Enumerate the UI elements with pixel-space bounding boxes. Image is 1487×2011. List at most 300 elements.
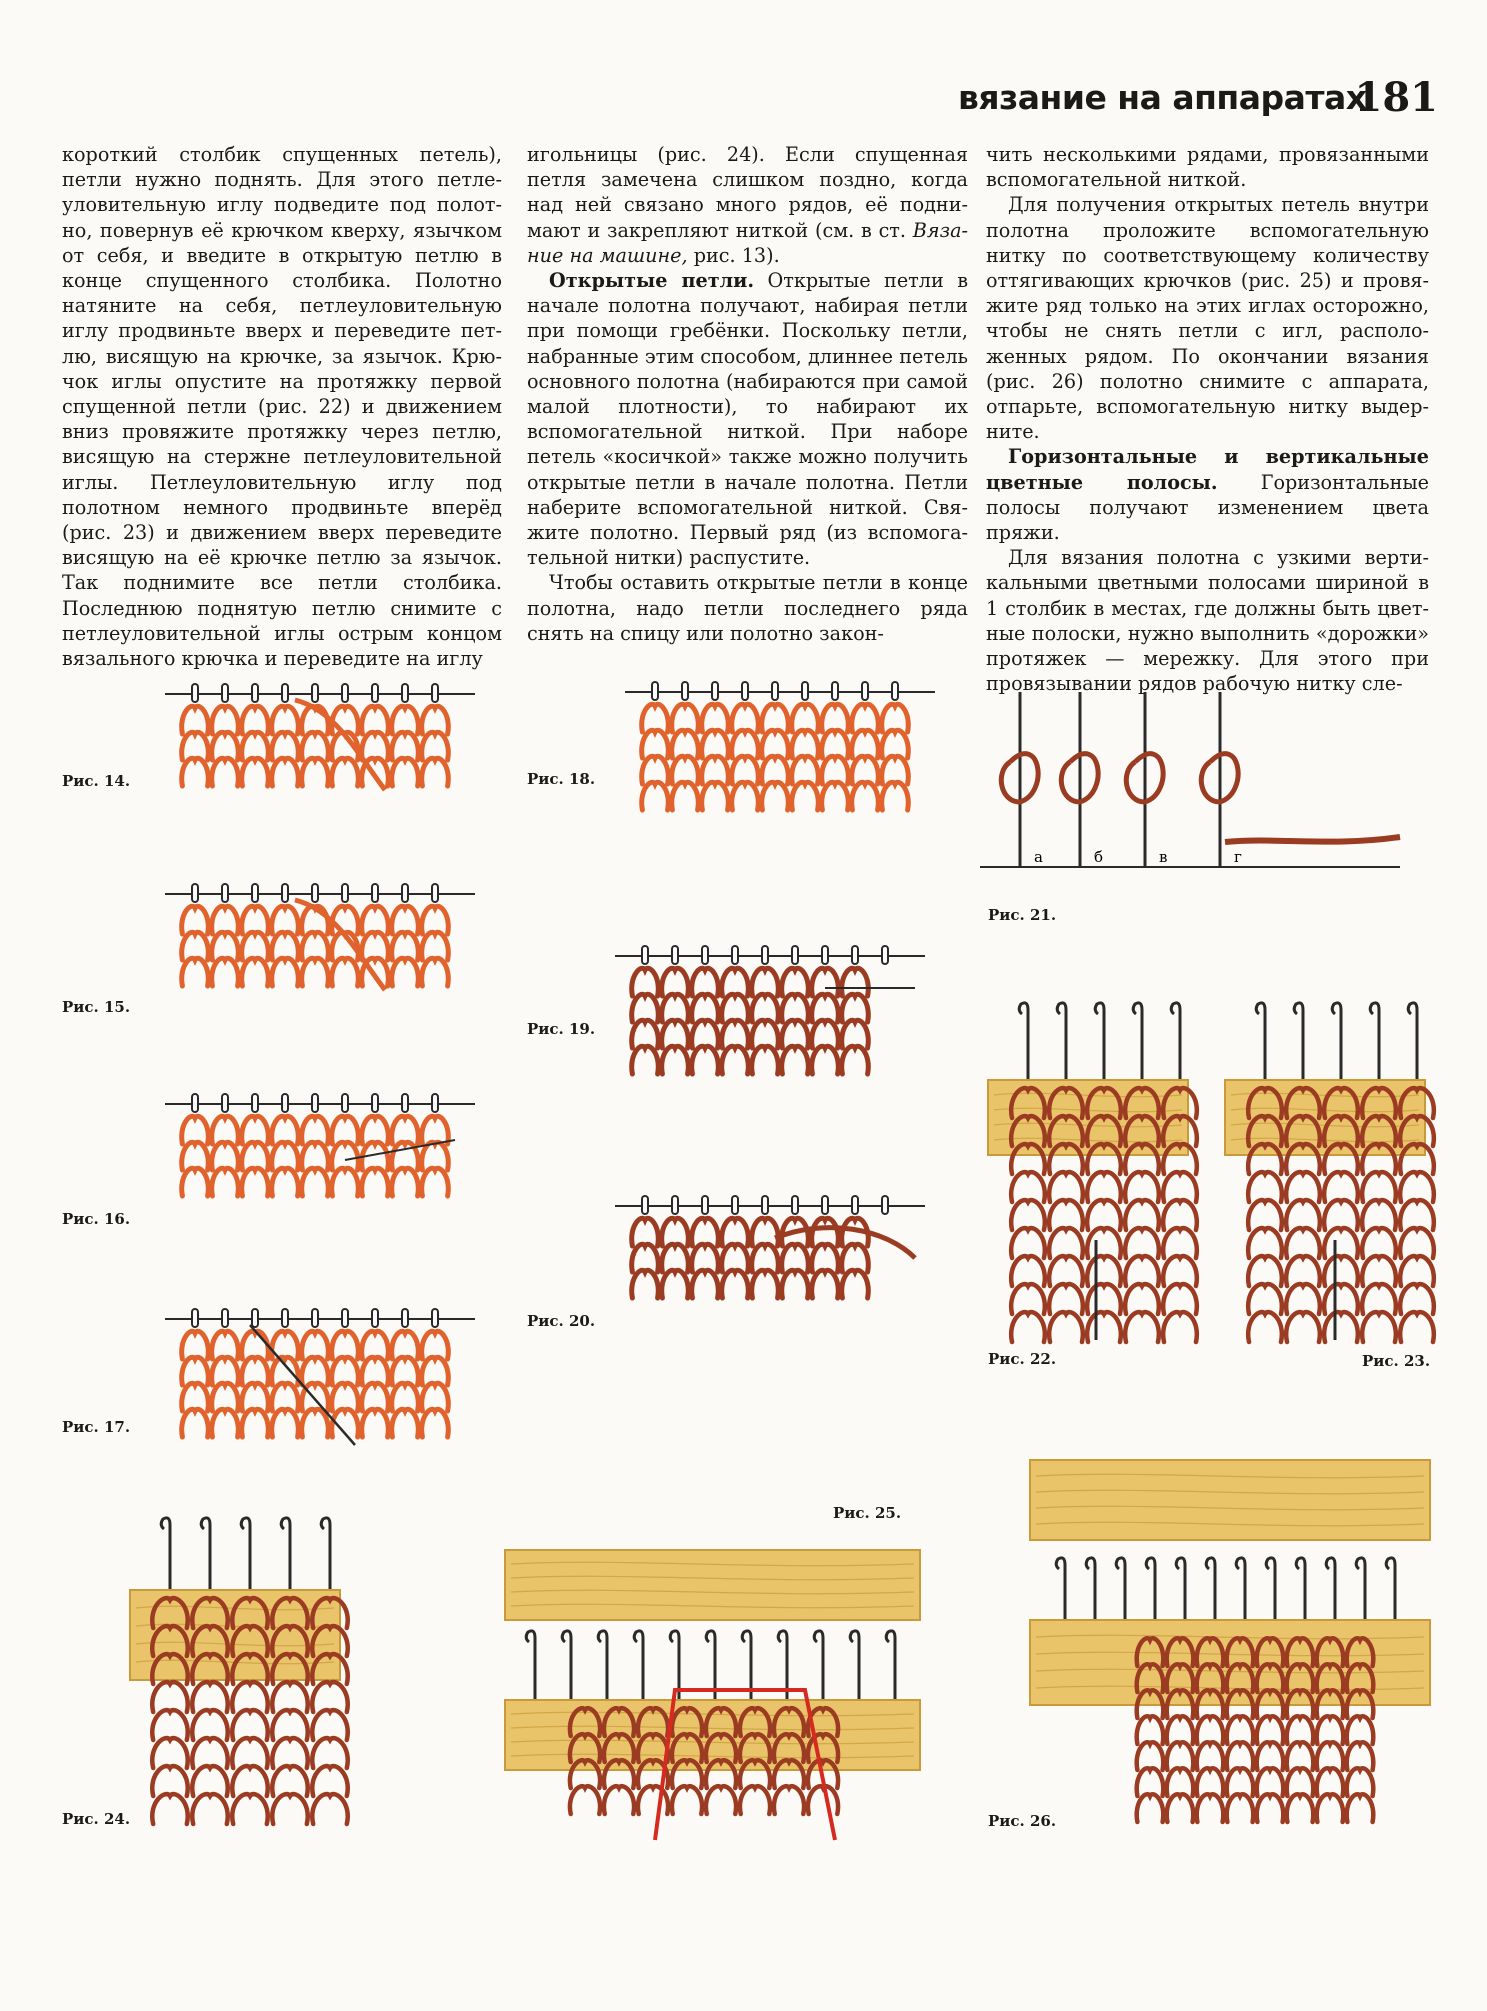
figure-26-illustration	[1030, 1460, 1440, 1850]
knit-loop	[1197, 1768, 1224, 1796]
text-run: Открытые петли в начале полотна получают, набирая петли при помощи гребёнки. Поскольку петли, набранные этим способом, длиннее петель основного полотна (набираются при самой малой плотности), то набирают их вспомогательной ниткой. При наборе петель «косичкой» также можно получить открытые петли в начале полотна. Петли наберите вспомогательной ниткой. Свяжите полотно. Первый ряд (из вспомогательной нитки) распустите.	[527, 269, 969, 570]
figure-15-caption: Рис. 15.	[62, 998, 131, 1016]
needle-latch	[762, 946, 768, 964]
figure-21-illustration	[980, 672, 1425, 892]
knit-loop	[1400, 1312, 1434, 1342]
knit-loop	[272, 1383, 299, 1411]
needle-latch	[712, 682, 718, 700]
needle-hook	[850, 1631, 859, 1703]
knit-loop	[1347, 1768, 1374, 1796]
knit-loop	[312, 1738, 347, 1768]
knit-loop	[362, 1383, 389, 1411]
knit-loop	[1347, 1716, 1374, 1744]
knit-loop	[852, 782, 879, 810]
needle-latch	[822, 946, 828, 964]
needle-latch	[732, 1196, 738, 1214]
needle-latch	[742, 682, 748, 700]
knit-loop	[722, 1244, 749, 1272]
knit-loop	[422, 758, 449, 786]
section-heading: Открытые петли.	[549, 269, 755, 293]
knit-loop	[272, 732, 299, 760]
knit-loop	[1011, 1172, 1045, 1202]
knit-loop	[570, 1786, 600, 1814]
needle-latch	[222, 1309, 228, 1327]
needle-hook	[562, 1631, 571, 1703]
knit-loop	[812, 968, 839, 996]
knit-loop	[212, 732, 239, 760]
knit-loop	[702, 704, 729, 732]
knit-loop	[642, 756, 669, 784]
knit-loop	[632, 994, 659, 1022]
needle-latch	[402, 1094, 408, 1112]
needle-latch	[792, 946, 798, 964]
knit-loop	[702, 730, 729, 758]
knit-loop	[1347, 1742, 1374, 1770]
knit-loop	[822, 782, 849, 810]
knit-loop	[242, 958, 269, 986]
knit-loop	[1362, 1200, 1396, 1230]
knit-loop	[692, 1218, 719, 1246]
knit-loop	[752, 968, 779, 996]
knit-loop	[152, 1682, 187, 1712]
knit-loop	[782, 1020, 809, 1048]
needle-hook	[241, 1518, 250, 1595]
knit-loop	[242, 906, 269, 934]
knit-loop	[392, 1168, 419, 1196]
text-run: игольницы (рис. 24). Если спущенная петля замечена слишком поздно, когда над ней связано много рядов, её поднимают и закрепляют ниткой (см. в ст.	[527, 143, 968, 242]
knit-loop	[852, 730, 879, 758]
needle-latch	[882, 1196, 888, 1214]
knit-loop	[312, 1794, 347, 1824]
figure-25-caption: Рис. 25.	[833, 1504, 902, 1522]
knit-loop	[192, 1766, 227, 1796]
knit-loop	[632, 1046, 659, 1074]
needle-latch	[642, 1196, 648, 1214]
knit-loop	[1049, 1312, 1083, 1342]
knit-loop	[1287, 1794, 1314, 1822]
needle-hook	[1408, 1003, 1417, 1080]
knit-loop	[732, 756, 759, 784]
needle-hook	[1294, 1003, 1303, 1080]
knit-loop	[1324, 1200, 1358, 1230]
needle-latch	[852, 946, 858, 964]
knit-loop	[1087, 1144, 1121, 1174]
knit-loop	[422, 732, 449, 760]
needle-latch	[882, 946, 888, 964]
knit-loop	[242, 732, 269, 760]
text-column-2	[527, 142, 968, 646]
knit-loop	[632, 1244, 659, 1272]
knit-loop	[232, 1682, 267, 1712]
knit-loop	[672, 704, 699, 732]
knit-loop	[1137, 1742, 1164, 1770]
knit-loop	[232, 1738, 267, 1768]
loose-thread	[295, 900, 385, 990]
knit-loop	[1317, 1742, 1344, 1770]
knit-loop	[1324, 1172, 1358, 1202]
knit-loop	[822, 756, 849, 784]
needle-hook	[886, 1631, 895, 1703]
knit-loop	[852, 756, 879, 784]
knit-loop	[302, 1116, 329, 1144]
knit-loop	[1167, 1768, 1194, 1796]
needle-latch	[192, 1094, 198, 1112]
knit-loop	[1163, 1200, 1197, 1230]
figure-22-caption: Рис. 22.	[988, 1350, 1057, 1368]
knit-loop	[752, 1244, 779, 1272]
knit-loop	[1248, 1172, 1282, 1202]
needle-hook	[321, 1518, 330, 1595]
knit-loop	[152, 1710, 187, 1740]
knit-loop	[1163, 1228, 1197, 1258]
knit-loop	[182, 1168, 209, 1196]
figure-19-illustration	[625, 948, 945, 1078]
knit-loop	[642, 782, 669, 810]
needle-hook	[1019, 1003, 1028, 1080]
needle-latch	[342, 1309, 348, 1327]
knit-loop	[362, 706, 389, 734]
needle-latch	[402, 1309, 408, 1327]
knit-loop	[422, 1357, 449, 1385]
needle-latch	[852, 1196, 858, 1214]
knit-loop	[1324, 1312, 1358, 1342]
knit-loop	[212, 1383, 239, 1411]
knit-loop	[362, 1168, 389, 1196]
needle-hook	[1370, 1003, 1379, 1080]
knit-loop	[662, 1218, 689, 1246]
knit-loop	[732, 730, 759, 758]
needle-latch	[372, 884, 378, 902]
knit-loop	[752, 1270, 779, 1298]
knit-loop	[672, 756, 699, 784]
knit-loop	[1362, 1144, 1396, 1174]
knit-loop	[774, 1786, 804, 1814]
knit-loop	[1049, 1200, 1083, 1230]
knit-loop	[242, 932, 269, 960]
knit-loop	[242, 1383, 269, 1411]
knit-loop	[672, 1760, 702, 1788]
knit-loop	[182, 1383, 209, 1411]
knit-loop	[1400, 1172, 1434, 1202]
needle-hook	[1171, 1003, 1180, 1080]
knit-loop	[422, 1383, 449, 1411]
knit-loop	[882, 704, 909, 732]
knit-loop	[706, 1786, 736, 1814]
knit-loop	[1317, 1716, 1344, 1744]
knit-loop	[662, 1244, 689, 1272]
knit-loop	[1248, 1284, 1282, 1314]
knit-loop	[1087, 1172, 1121, 1202]
needle-latch	[732, 946, 738, 964]
knit-loop	[182, 732, 209, 760]
knit-loop	[1248, 1144, 1282, 1174]
knit-loop	[692, 994, 719, 1022]
knit-loop	[1362, 1312, 1396, 1342]
needle-latch	[312, 884, 318, 902]
text-run: Горизонтальные полосы получают изменением цвета пряжи.	[986, 470, 1429, 545]
figure-23-illustration	[1225, 1000, 1440, 1350]
knit-loop	[792, 756, 819, 784]
knit-loop	[722, 1218, 749, 1246]
needle-latch	[652, 682, 658, 700]
knit-loop	[362, 932, 389, 960]
knit-loop	[812, 1020, 839, 1048]
knit-loop	[1167, 1716, 1194, 1744]
knit-loop	[1324, 1284, 1358, 1314]
needle-latch	[192, 684, 198, 702]
knit-loop	[1137, 1716, 1164, 1744]
paragraph: короткий столбик спущенных петель), петли нужно поднять. Для этого петлеуловительную иглу подведите под полотно, повернув её крючком кверху, язычком от себя, и введите в открытую петлю в конце спущенного столбика. Полотно натяните на себя, петлеуловительную иглу продвиньте вверх и переведите петлю, висящую на крючке, за язычок. Крючок иглы опустите на протяжку первой спущенной петли (рис. 22) и движением вниз провяжите протяжку через петлю, висящую на стержне петлеуловительной иглы. Петлеуловительную иглу под полотном немного продвиньте вперёд (рис. 23) и движением вверх переведите висящую на её крючке петлю за язычок. Так поднимите все петли столбика. Последнюю поднятую петлю снимите с петлеуловительной иглы острым концом вязального крючка и переведите на иглу	[62, 143, 502, 671]
needle-latch	[222, 1094, 228, 1112]
needle-latch	[222, 884, 228, 902]
knit-loop	[752, 1218, 779, 1246]
knit-loop	[212, 758, 239, 786]
figure-20-caption: Рис. 20.	[527, 1312, 596, 1330]
needle-latch	[702, 1196, 708, 1214]
knit-loop	[642, 704, 669, 732]
knit-loop	[1049, 1144, 1083, 1174]
knit-loop	[752, 994, 779, 1022]
knit-loop	[392, 1383, 419, 1411]
knit-loop	[792, 730, 819, 758]
knit-loop	[272, 758, 299, 786]
knit-loop	[272, 1682, 307, 1712]
knit-loop	[822, 704, 849, 732]
knit-loop	[1163, 1144, 1197, 1174]
knit-loop	[272, 958, 299, 986]
knit-loop	[782, 1244, 809, 1272]
knit-loop	[1286, 1144, 1320, 1174]
knit-loop	[632, 968, 659, 996]
knit-loop	[272, 1766, 307, 1796]
figure-24-caption: Рис. 24.	[62, 1810, 131, 1828]
knit-loop	[1011, 1256, 1045, 1286]
knit-loop	[702, 782, 729, 810]
knit-loop	[242, 758, 269, 786]
figure-22-illustration	[988, 1000, 1203, 1350]
knit-loop	[722, 968, 749, 996]
knit-loop	[1125, 1256, 1159, 1286]
knit-loop	[692, 1020, 719, 1048]
knit-loop	[762, 782, 789, 810]
figure-19-caption: Рис. 19.	[527, 1020, 596, 1038]
needle-latch	[672, 946, 678, 964]
knit-loop	[1137, 1794, 1164, 1822]
knit-loop	[692, 1270, 719, 1298]
knit-loop	[1125, 1312, 1159, 1342]
knit-loop	[1362, 1172, 1396, 1202]
knit-loop	[842, 994, 869, 1022]
knit-loop	[732, 782, 759, 810]
knit-loop	[332, 1168, 359, 1196]
step-letter: а	[1034, 848, 1043, 866]
knit-loop	[212, 958, 239, 986]
knit-loop	[1167, 1794, 1194, 1822]
knit-loop	[332, 1357, 359, 1385]
knit-loop	[302, 758, 329, 786]
needle-hook	[1332, 1003, 1341, 1080]
knit-loop	[1087, 1284, 1121, 1314]
needle-latch	[682, 682, 688, 700]
knit-loop	[392, 1331, 419, 1359]
knit-loop	[672, 1786, 702, 1814]
knit-loop	[192, 1794, 227, 1824]
knit-loop	[272, 906, 299, 934]
needle-latch	[342, 1094, 348, 1112]
knit-loop	[182, 906, 209, 934]
knit-loop	[662, 1020, 689, 1048]
knit-loop	[1248, 1312, 1282, 1342]
knit-loop	[1049, 1228, 1083, 1258]
knit-loop	[182, 1409, 209, 1437]
needle-latch	[432, 1309, 438, 1327]
knit-loop	[1248, 1200, 1282, 1230]
knit-loop	[232, 1794, 267, 1824]
figure-16-caption: Рис. 16.	[62, 1210, 131, 1228]
paragraph: чить несколькими рядами, провязанными вспомогательной ниткой.	[986, 143, 1429, 192]
knit-loop	[332, 1331, 359, 1359]
knit-loop	[1324, 1144, 1358, 1174]
section-heading: Горизонтальные и вертикальные цветные полосы.	[986, 445, 1429, 494]
figure-17-illustration	[165, 1305, 485, 1455]
needle-latch	[862, 682, 868, 700]
knit-loop	[842, 968, 869, 996]
knit-loop	[212, 1168, 239, 1196]
knit-loop	[1137, 1768, 1164, 1796]
knit-loop	[182, 758, 209, 786]
needle-latch	[702, 946, 708, 964]
knit-loop	[782, 1270, 809, 1298]
knit-loop	[212, 1116, 239, 1144]
knit-loop	[882, 756, 909, 784]
knit-loop	[1347, 1794, 1374, 1822]
paragraph: Для вязания полотна с узкими вертикальными цветными полосами шириной в 1 столбик в местах, где должны быть цветные полоски, нужно выполнить «дорожки» протяжек — мережку. Для этого при провязывании рядов рабочую нитку сле-	[986, 546, 1429, 696]
figure-23-caption: Рис. 23.	[1362, 1352, 1431, 1370]
needle-hook	[1095, 1003, 1104, 1080]
needle-hook	[814, 1631, 823, 1703]
knit-loop	[302, 1142, 329, 1170]
knit-loop	[332, 1116, 359, 1144]
needle-hook	[742, 1631, 751, 1703]
knit-loop	[1324, 1228, 1358, 1258]
knit-loop	[182, 1116, 209, 1144]
step-letter: в	[1159, 848, 1168, 866]
knit-loop	[1400, 1144, 1434, 1174]
section-title: вязание на аппаратах	[958, 78, 1367, 117]
knit-loop	[1125, 1284, 1159, 1314]
needle-latch	[282, 1094, 288, 1112]
knit-loop	[192, 1738, 227, 1768]
knit-loop	[242, 1116, 269, 1144]
figure-20-illustration	[625, 1198, 945, 1328]
needle-latch	[822, 1196, 828, 1214]
knit-loop	[672, 782, 699, 810]
figure-15-illustration	[165, 880, 485, 1000]
knit-loop	[302, 1168, 329, 1196]
knit-loop	[1087, 1228, 1121, 1258]
wooden-bed-bottom	[1030, 1620, 1430, 1705]
knit-loop	[212, 906, 239, 934]
knit-loop	[242, 1409, 269, 1437]
knit-loop	[232, 1710, 267, 1740]
needle-hook	[706, 1631, 715, 1703]
knit-loop	[1087, 1200, 1121, 1230]
knit-loop	[362, 906, 389, 934]
knit-loop	[842, 1046, 869, 1074]
needle-latch	[802, 682, 808, 700]
knit-loop	[1011, 1228, 1045, 1258]
knit-loop	[312, 1682, 347, 1712]
needle-latch	[312, 1309, 318, 1327]
knit-loop	[1011, 1284, 1045, 1314]
knit-loop	[672, 730, 699, 758]
knit-loop	[812, 1270, 839, 1298]
needle-hook	[201, 1518, 210, 1595]
knit-loop	[1125, 1228, 1159, 1258]
knit-loop	[392, 932, 419, 960]
knit-loop	[182, 1331, 209, 1359]
knit-loop	[842, 1270, 869, 1298]
figure-24-illustration	[130, 1515, 360, 1845]
knit-loop	[1400, 1228, 1434, 1258]
needle-latch	[252, 884, 258, 902]
knit-loop	[1049, 1284, 1083, 1314]
knit-loop	[722, 994, 749, 1022]
knit-loop	[662, 968, 689, 996]
knit-loop	[1167, 1742, 1194, 1770]
knit-loop	[242, 1142, 269, 1170]
knit-loop	[362, 1357, 389, 1385]
needle-latch	[282, 684, 288, 702]
knit-loop	[1317, 1794, 1344, 1822]
needle-hook	[161, 1518, 170, 1595]
needle-latch	[252, 1094, 258, 1112]
knit-loop	[212, 706, 239, 734]
knit-loop	[1011, 1312, 1045, 1342]
knit-loop	[302, 932, 329, 960]
text-column-3	[986, 142, 1429, 696]
figure-17-caption: Рис. 17.	[62, 1418, 131, 1436]
knit-loop	[422, 1409, 449, 1437]
figure-18-illustration	[625, 678, 945, 828]
paragraph	[527, 268, 968, 570]
figure-14-caption: Рис. 14.	[62, 772, 131, 790]
knit-loop	[212, 1331, 239, 1359]
needle-hook	[634, 1631, 643, 1703]
knit-loop	[332, 758, 359, 786]
knit-loop	[212, 932, 239, 960]
knit-loop	[152, 1766, 187, 1796]
needle-latch	[372, 684, 378, 702]
knit-loop	[1362, 1256, 1396, 1286]
knit-loop	[392, 1357, 419, 1385]
knit-loop	[272, 1168, 299, 1196]
knit-loop	[1286, 1228, 1320, 1258]
knit-loop	[1197, 1742, 1224, 1770]
needle-latch	[282, 884, 288, 902]
needle-latch	[372, 1309, 378, 1327]
wooden-bed-top	[1030, 1460, 1430, 1540]
knit-loop	[392, 706, 419, 734]
knit-loop	[212, 1142, 239, 1170]
knit-loop	[362, 1409, 389, 1437]
knit-loop	[422, 1142, 449, 1170]
knit-loop	[242, 1357, 269, 1385]
needle-latch	[372, 1094, 378, 1112]
needle-latch	[342, 884, 348, 902]
knit-loop	[1248, 1228, 1282, 1258]
knit-loop	[1400, 1256, 1434, 1286]
